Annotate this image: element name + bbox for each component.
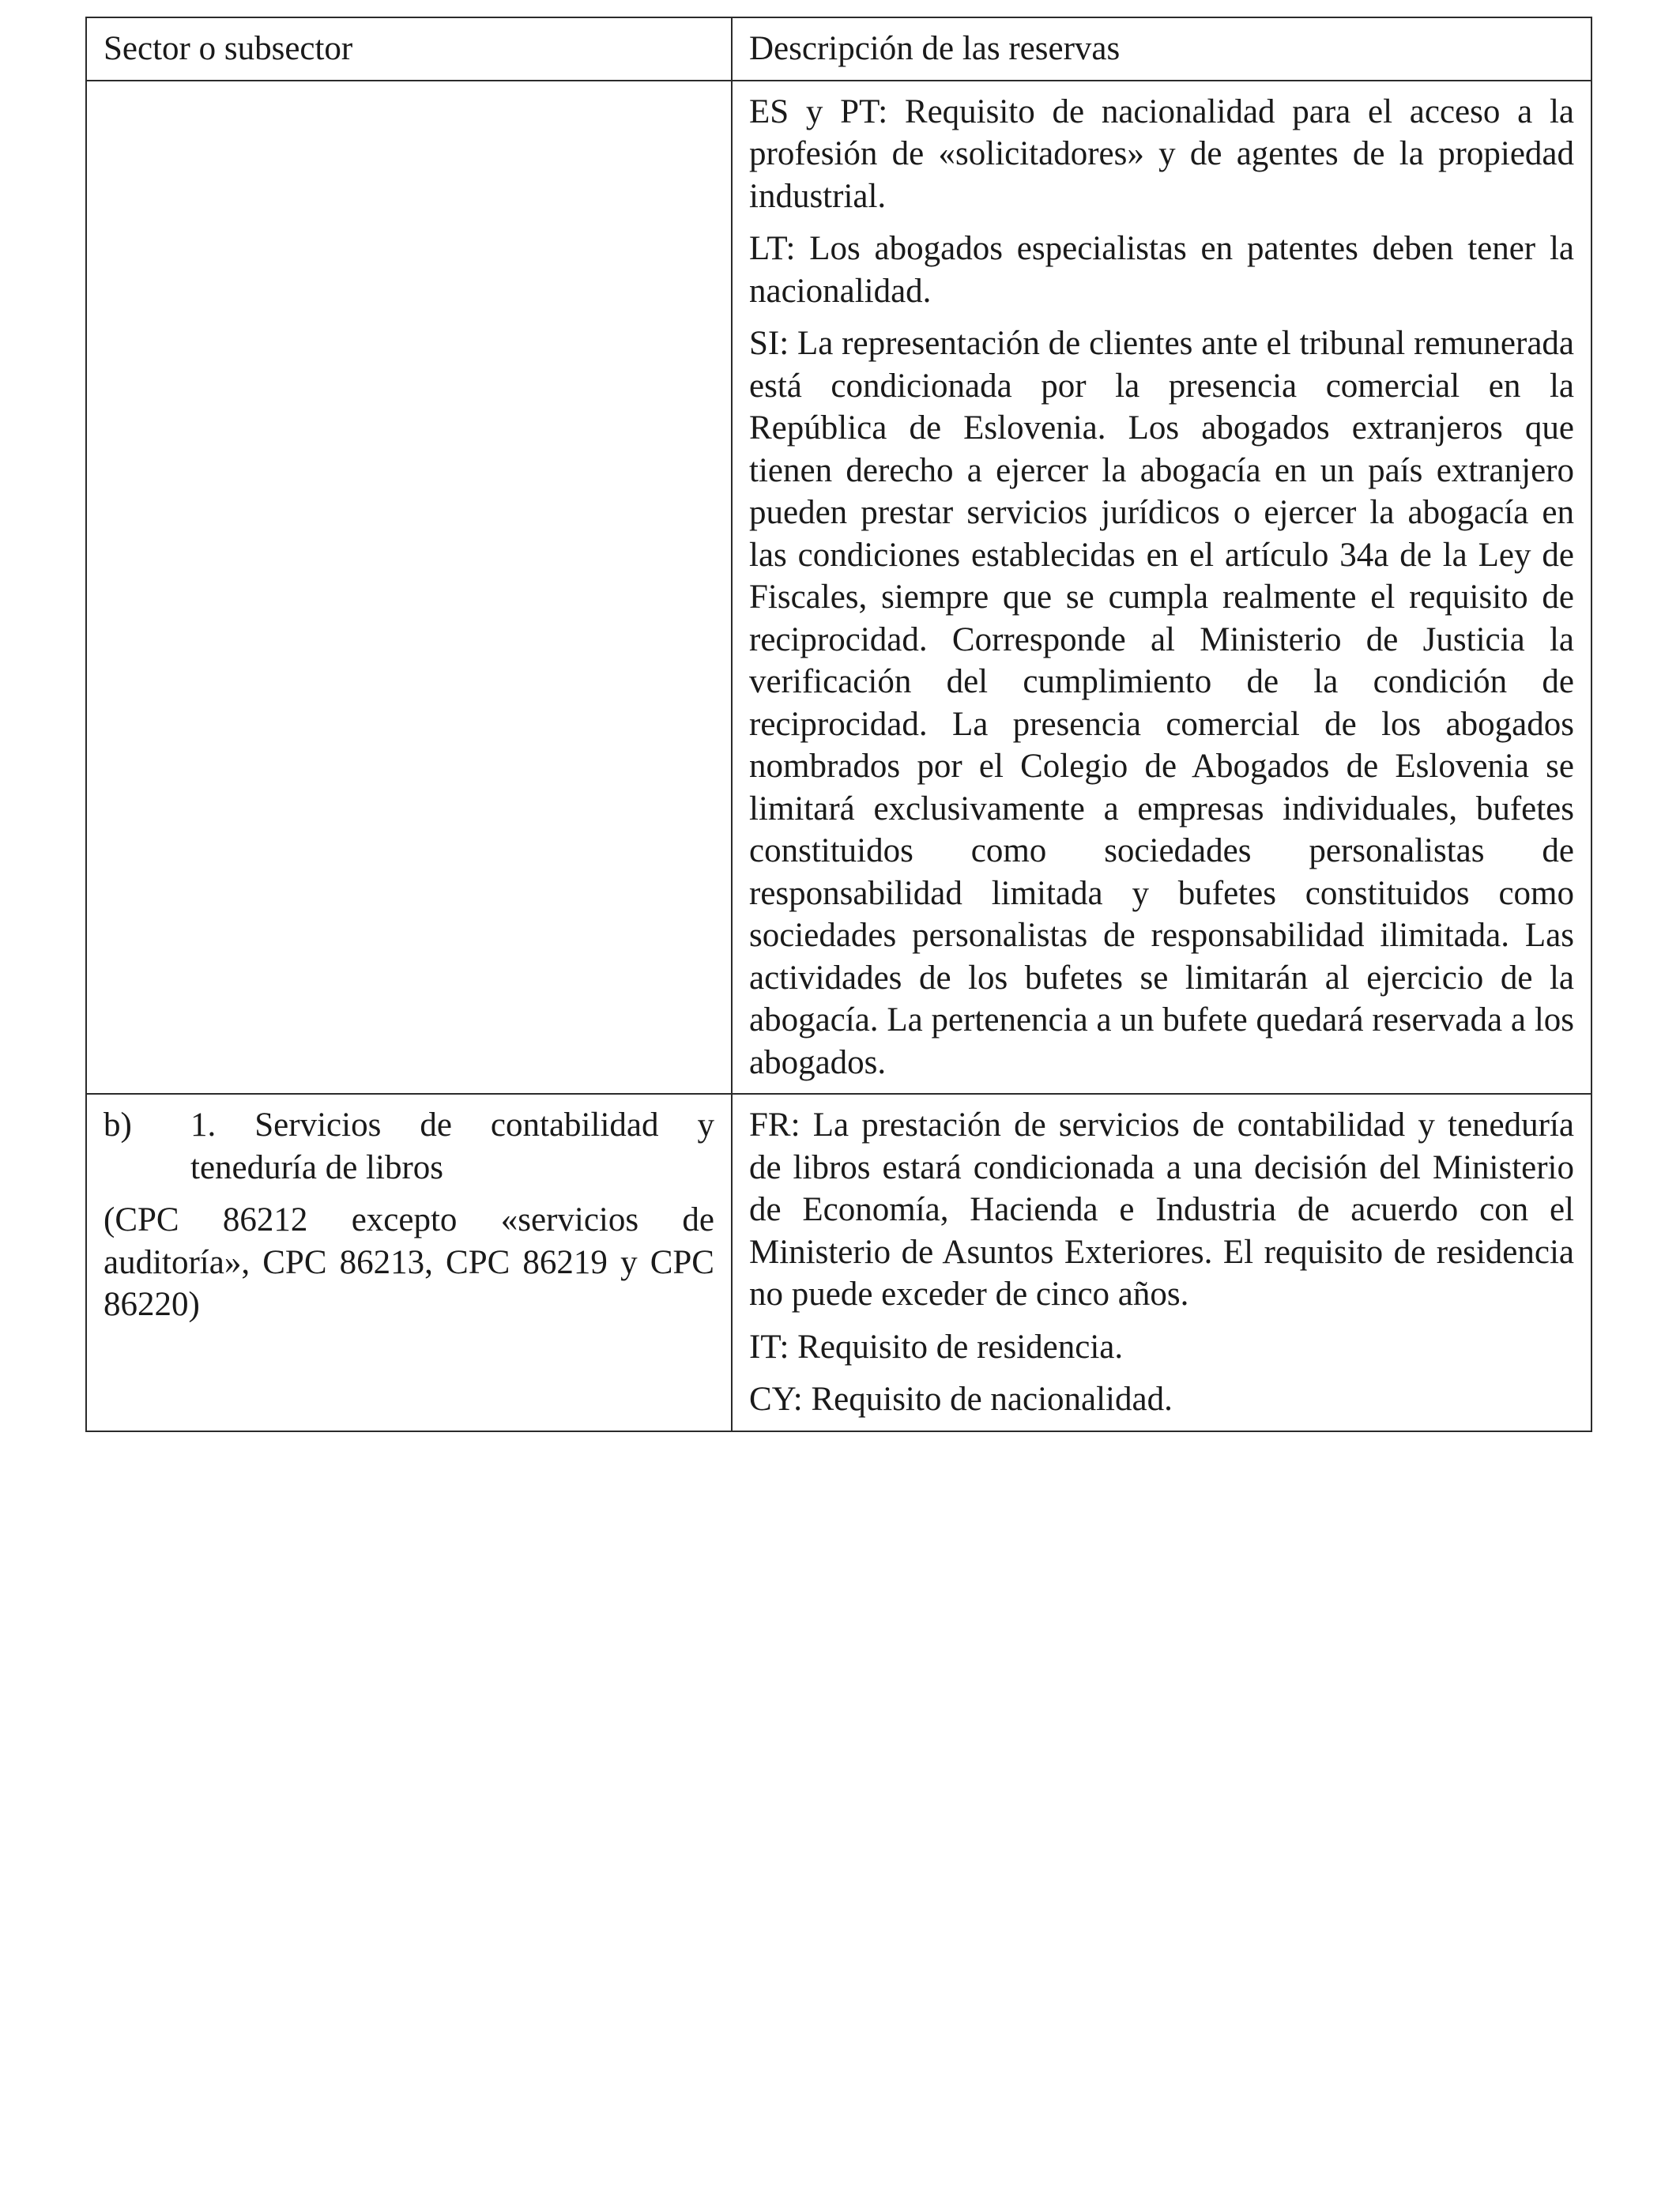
sector-cell [86,1094,732,1431]
reservation-es-pt: ES y PT: Requisito de nacionalidad para el acceso a la profesión de «solicitadores» y de agentes de la propiedad industrial. [749,92,1574,215]
sector-item [104,1104,714,1189]
table-header-row [86,17,1591,81]
sector-cpc-codes: (CPC 86212 excepto «servicios de auditoría», CPC 86213, CPC 86219 y CPC 86220) [104,1201,714,1323]
sector-item-label: b) [104,1106,132,1144]
reservations-table [85,17,1592,1432]
reservation-cy: CY: Requisito de nacionalidad. [749,1381,1173,1418]
reservation-it: IT: Requisito de residencia. [749,1328,1124,1366]
reservation-fr: FR: La prestación de servicios de contabilidad y teneduría de libros estará condicionada a una decisión del Ministerio de Economía, Hacienda e Industria de acuerdo con el Ministerio de Asuntos Exteriores. El requisito de residencia no puede exceder de cinco años. [749,1106,1574,1313]
reservation-lt: LT: Los abogados especialistas en patentes deben tener la nacionalidad. [749,230,1574,310]
header-description: Descripción de las reservas [732,17,1591,81]
description-cell [732,81,1591,1095]
table-row [86,1094,1591,1431]
reservation-si: SI: La representación de clientes ante el tribunal remunerada está condicionada por la presencia comercial en la República de Eslovenia. Los abogados extranjeros que tienen derecho a ejercer la abogacía en un país extranjero pueden prestar servicios jurídicos o ejercer la abogacía en las condiciones establecidas en el artículo 34a de la Ley de Fiscales, siempre que se cumpla realmente el requisito de reciprocidad. Corresponde al Ministerio de Justicia la verificación del cumplimiento de la condición de reciprocidad. La presencia comercial de los abogados nombrados por el Colegio de Abogados de Eslovenia se limitará exclusivamente a empresas individuales, bufetes constituidos como sociedades personalistas de responsabilidad limitada y bufetes constituidos como sociedades personalistas de responsabilidad ilimitada. Las actividades de los bufetes se limitarán al ejercicio de la abogacía. La pertenencia a un bufete quedará reservada a los abogados. [749,325,1574,1081]
sector-cell-empty [86,81,732,1095]
sector-item-title: 1. Servicios de contabilidad y teneduría de libros [190,1106,714,1186]
description-cell [732,1094,1591,1431]
table-row [86,81,1591,1095]
header-sector: Sector o subsector [86,17,732,81]
